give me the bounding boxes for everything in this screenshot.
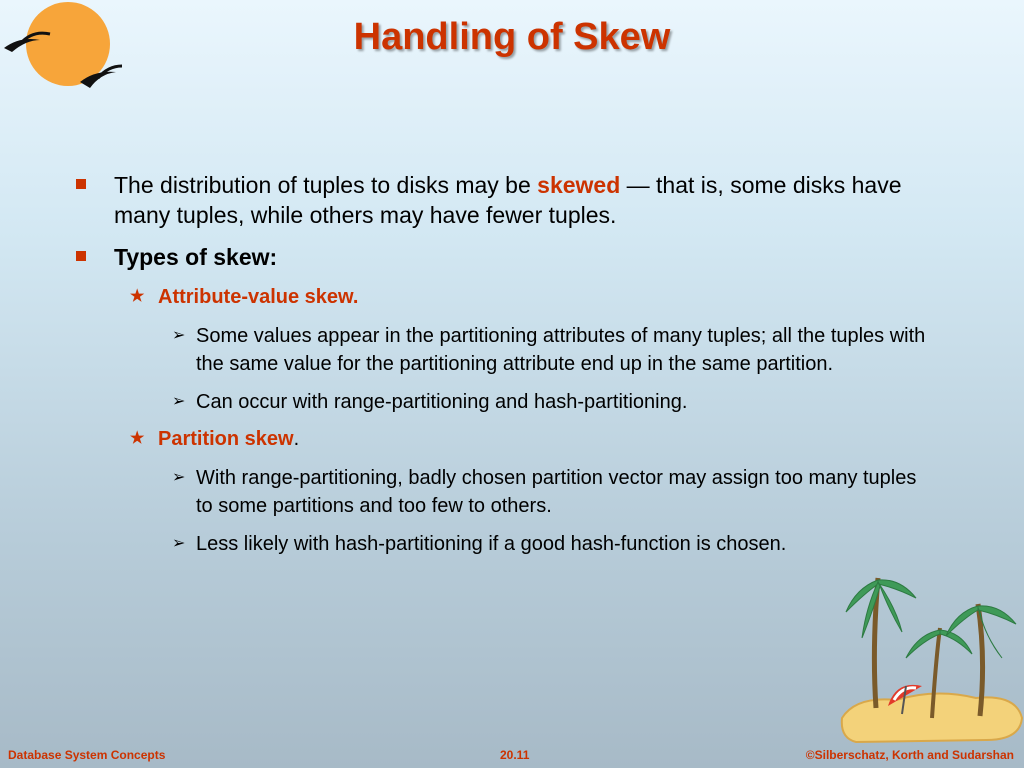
footer-page-number: 20.11 xyxy=(500,748,530,762)
point-partition-skew-1: ➢ With range-partitioning, badly chosen partition vector may assign too many tuples to some partitions and too few to others. xyxy=(76,464,936,520)
slide-title: Handling of Skew xyxy=(353,16,671,58)
bullet-types-of-skew: Types of skew: xyxy=(76,242,946,272)
point-partition-skew-2: ➢ Less likely with hash-partitioning if a good hash-function is chosen. xyxy=(76,530,856,558)
slide-content xyxy=(76,170,946,568)
arrow-bullet-icon: ➢ xyxy=(172,327,186,344)
square-bullet-icon xyxy=(76,179,86,189)
arrow-bullet-icon: ➢ xyxy=(172,535,186,552)
sub-bullet-attribute-value-skew: ★ Attribute-value skew. xyxy=(130,286,359,308)
bullet-skew-distribution: The distribution of tuples to disks may be skewed — that is, some disks have many tuples, while others may have fewer tuples. xyxy=(76,170,946,230)
palm-island-decoration xyxy=(836,568,1024,748)
arrow-bullet-icon: ➢ xyxy=(172,469,186,486)
point-attribute-skew-2: ➢ Can occur with range-partitioning and hash-partitioning. xyxy=(76,388,936,416)
star-bullet-icon: ★ xyxy=(130,430,145,447)
sub-bullet-partition-skew: ★ Partition skew. xyxy=(130,428,300,450)
star-bullet-icon: ★ xyxy=(130,288,145,305)
footer-copyright: ©Silberschatz, Korth and Sudarshan xyxy=(805,748,1014,762)
arrow-bullet-icon: ➢ xyxy=(172,393,186,410)
square-bullet-icon xyxy=(76,251,86,261)
skewed-term: skewed xyxy=(537,172,621,198)
footer-left: Database System Concepts xyxy=(8,748,166,762)
point-attribute-skew-1: ➢ Some values appear in the partitioning attributes of many tuples; all the tuples with the same value for the partitioning attribute end up in the same partition. xyxy=(76,322,936,378)
